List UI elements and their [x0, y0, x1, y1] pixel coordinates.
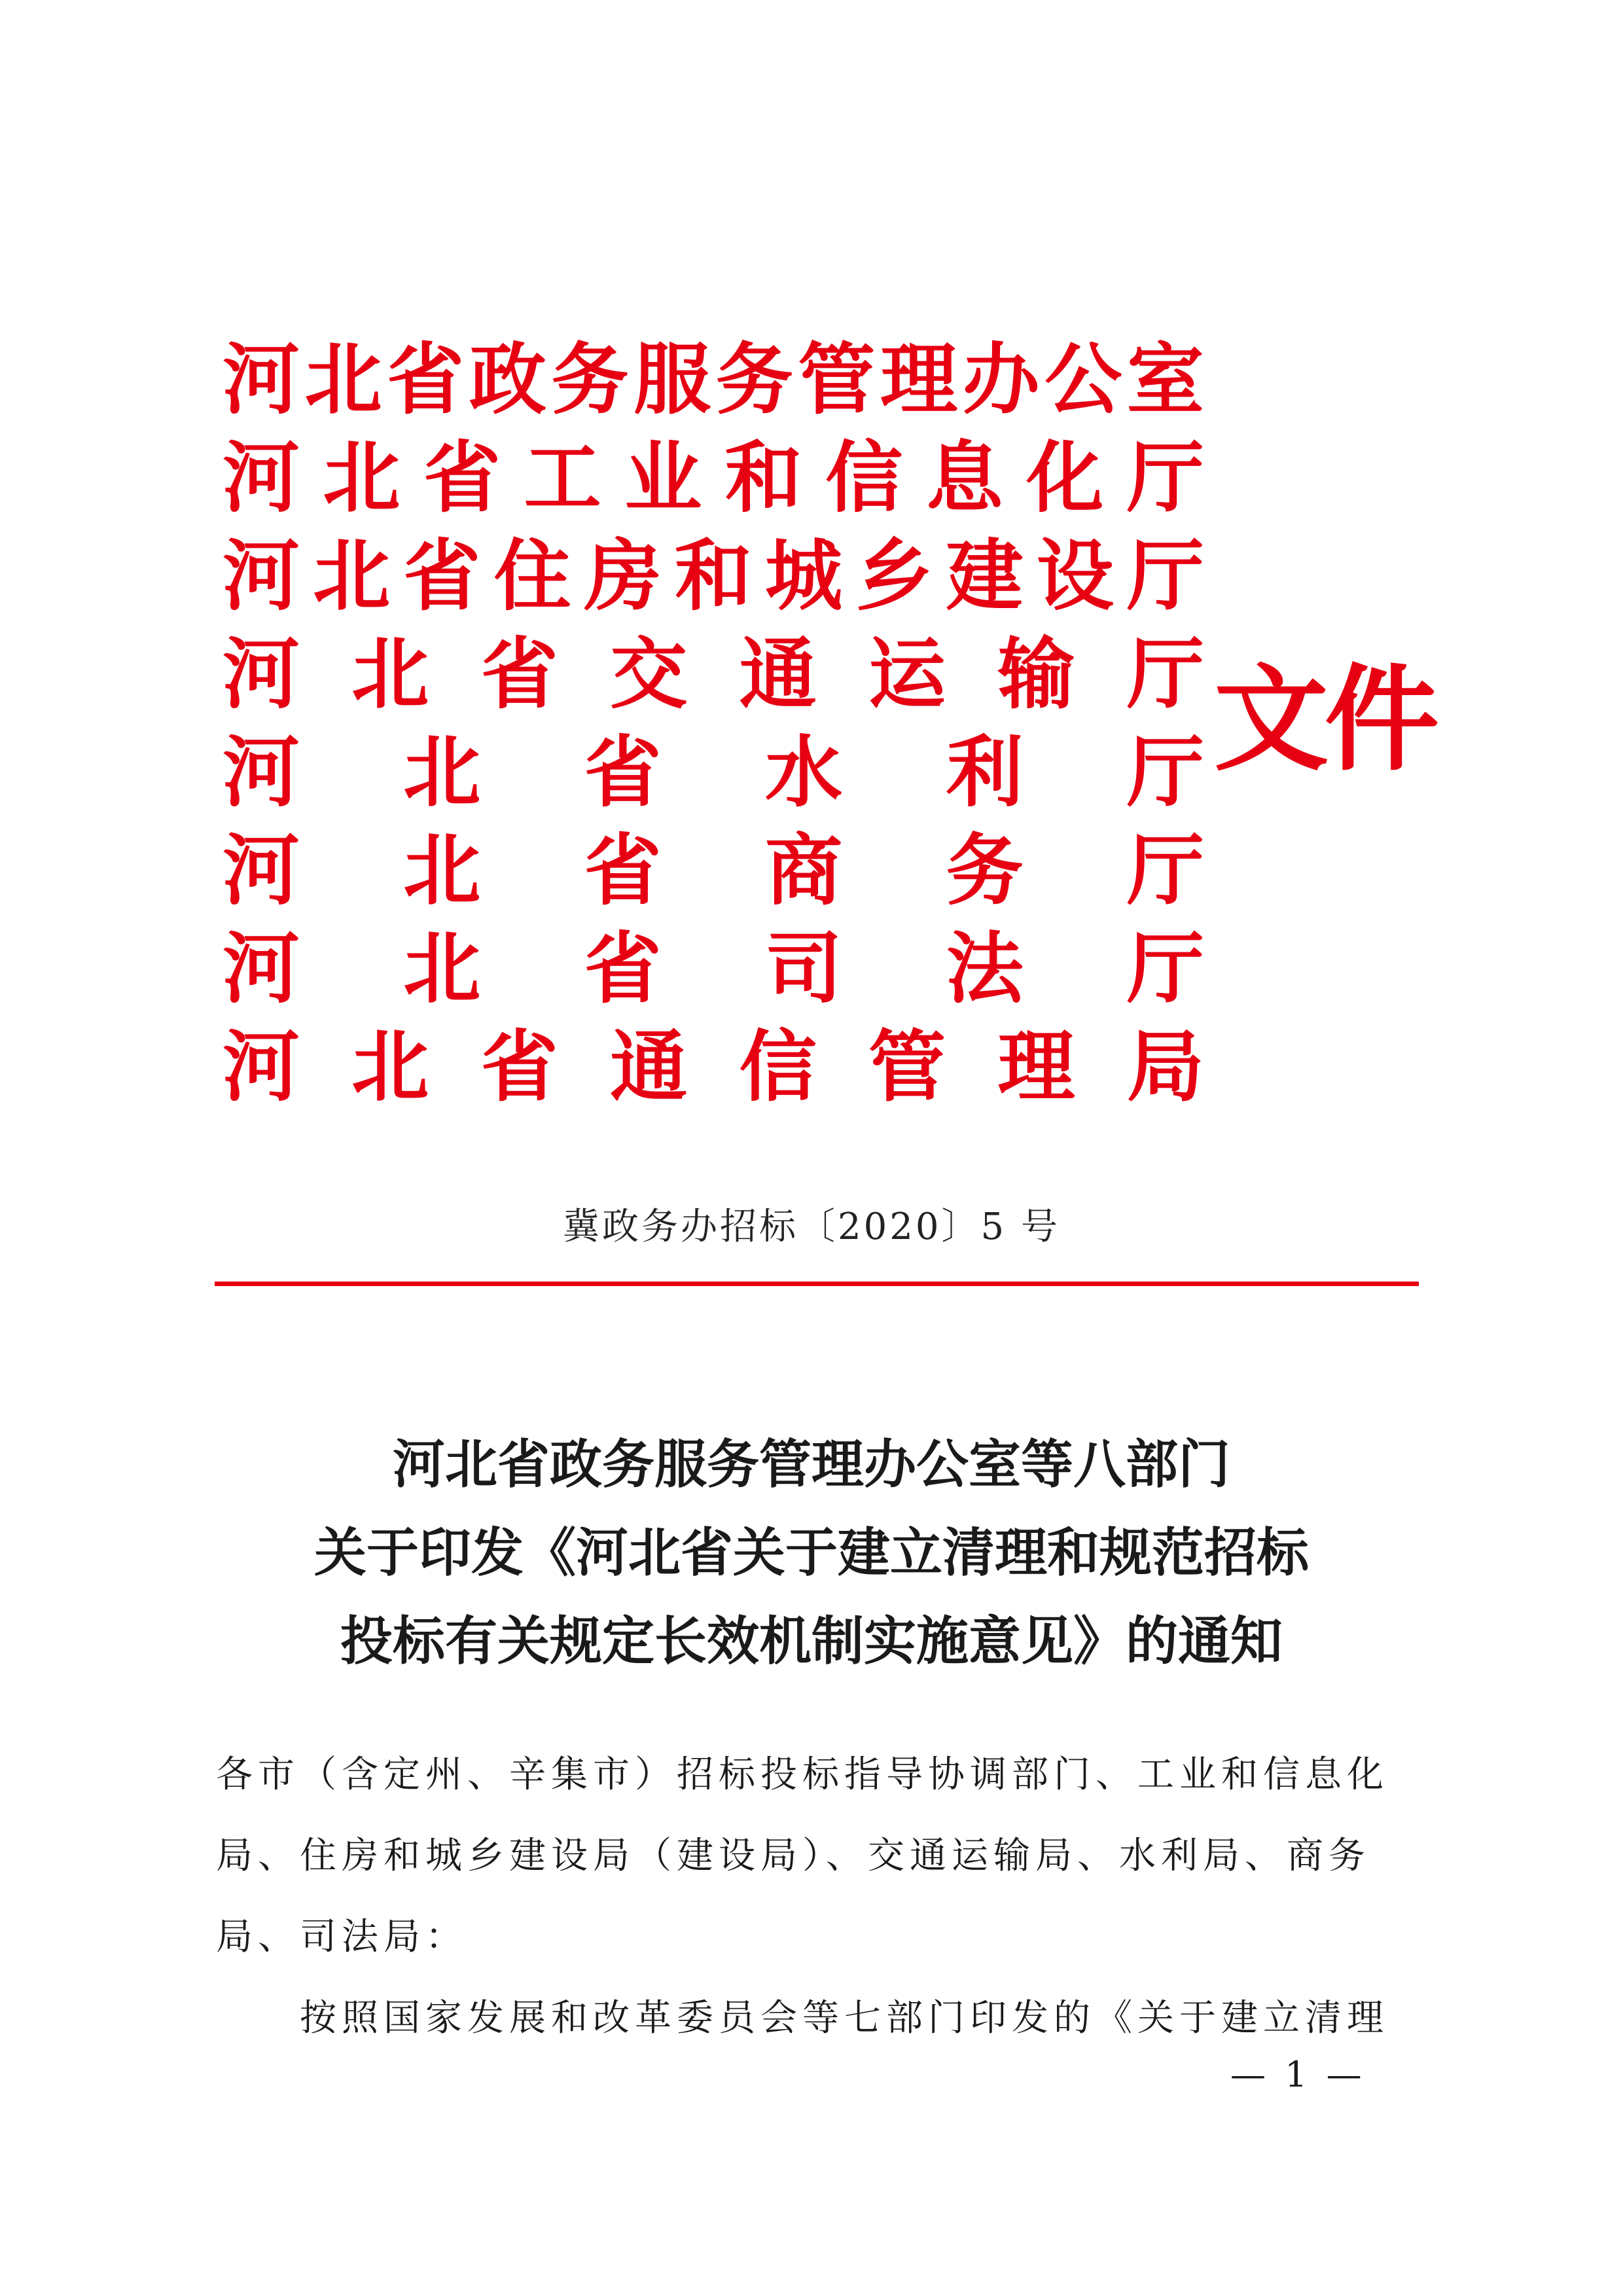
- org-line: [223, 920, 1204, 1018]
- org-char: 城: [765, 530, 843, 621]
- body-paragraph: 按照国家发展和改革委员会等七部门印发的《关于建立清理: [216, 1997, 1389, 2039]
- org-char: 输: [997, 628, 1075, 719]
- org-char: 北: [323, 432, 401, 523]
- org-char: 利: [946, 726, 1024, 817]
- org-char: 河: [223, 1021, 300, 1112]
- org-char: 建: [946, 530, 1024, 621]
- org-line: [223, 527, 1204, 625]
- org-line: [223, 625, 1204, 723]
- org-char: 省: [403, 530, 481, 621]
- org-char: 务: [946, 825, 1024, 916]
- org-char: 法: [946, 923, 1024, 1014]
- org-char: 河: [223, 432, 300, 523]
- org-char: 厅: [1126, 530, 1204, 621]
- org-char: 室: [1126, 334, 1204, 425]
- org-line: [223, 723, 1204, 821]
- org-line: [223, 331, 1204, 429]
- org-line: [223, 821, 1204, 920]
- org-char: 运: [868, 628, 946, 719]
- org-char: 北: [313, 530, 391, 621]
- org-char: 信: [825, 432, 903, 523]
- org-char: 住: [493, 530, 571, 621]
- org-char: 省: [480, 628, 558, 719]
- page-number: — 1 —: [1230, 2054, 1366, 2095]
- org-char: 乡: [855, 530, 933, 621]
- org-char: 北: [403, 726, 481, 817]
- org-line: [223, 1018, 1204, 1116]
- org-char: 司: [765, 923, 843, 1014]
- org-char: 省: [480, 1021, 558, 1112]
- org-char: 息: [925, 432, 1003, 523]
- org-char: 水: [765, 726, 843, 817]
- org-char: 北: [403, 825, 481, 916]
- org-char: 省: [423, 432, 501, 523]
- org-char: 业: [624, 432, 702, 523]
- org-char: 通: [610, 1021, 688, 1112]
- title-line: 河北省政务服务管理办公室等八部门: [393, 1433, 1230, 1495]
- org-char: 和: [724, 432, 802, 523]
- org-char: 省: [584, 825, 662, 916]
- org-char: 办: [962, 334, 1040, 425]
- org-char: 服: [633, 334, 711, 425]
- org-char: 和: [674, 530, 752, 621]
- org-char: 厅: [1126, 825, 1204, 916]
- org-char: 河: [223, 530, 300, 621]
- org-char: 务: [551, 334, 629, 425]
- org-char: 厅: [1126, 726, 1204, 817]
- org-char: 北: [403, 923, 481, 1014]
- issuing-organizations: [223, 331, 1204, 1116]
- org-char: 理: [997, 1021, 1075, 1112]
- org-char: 省: [584, 923, 662, 1014]
- addressee-line: 局、司法局：: [216, 1916, 467, 1958]
- org-char: 管: [868, 1021, 946, 1112]
- org-char: 河: [223, 923, 300, 1014]
- org-char: 局: [1126, 1021, 1204, 1112]
- org-char: 管: [798, 334, 876, 425]
- addressee-block: [216, 1734, 1420, 1978]
- org-char: 设: [1036, 530, 1114, 621]
- org-line: [223, 429, 1204, 527]
- org-char: 交: [610, 628, 688, 719]
- red-divider: [215, 1282, 1419, 1286]
- org-char: 厅: [1126, 628, 1204, 719]
- org-char: 河: [223, 825, 300, 916]
- org-char: 省: [387, 334, 465, 425]
- addressee-line: 局、住房和城乡建设局（建设局）、交通运输局、水利局、商务: [216, 1835, 1370, 1877]
- org-char: 通: [739, 628, 817, 719]
- title-line: 关于印发《河北省关于建立清理和规范招标: [314, 1522, 1309, 1583]
- org-char: 河: [223, 628, 300, 719]
- org-char: 厅: [1126, 432, 1204, 523]
- document-title: [0, 1420, 1623, 1685]
- org-char: 政: [469, 334, 546, 425]
- addressee-line: 各市（含定州、辛集市）招标投标指导协调部门、工业和信息化: [216, 1753, 1389, 1796]
- org-char: 务: [715, 334, 793, 425]
- document-suffix: 文件: [1214, 653, 1435, 787]
- org-char: 化: [1026, 432, 1104, 523]
- org-char: 工: [524, 432, 601, 523]
- org-char: 河: [223, 726, 300, 817]
- document-number: 冀政务办招标〔2020〕5 号: [563, 1206, 1060, 1248]
- org-char: 厅: [1126, 923, 1204, 1014]
- org-char: 河: [223, 334, 300, 425]
- org-char: 北: [351, 628, 429, 719]
- org-char: 房: [584, 530, 662, 621]
- org-char: 信: [739, 1021, 817, 1112]
- org-char: 省: [584, 726, 662, 817]
- org-char: 商: [765, 825, 843, 916]
- org-char: 北: [304, 334, 382, 425]
- org-char: 理: [880, 334, 958, 425]
- org-char: 北: [351, 1021, 429, 1112]
- title-line: 投标有关规定长效机制实施意见》的通知: [340, 1610, 1283, 1672]
- org-char: 公: [1044, 334, 1122, 425]
